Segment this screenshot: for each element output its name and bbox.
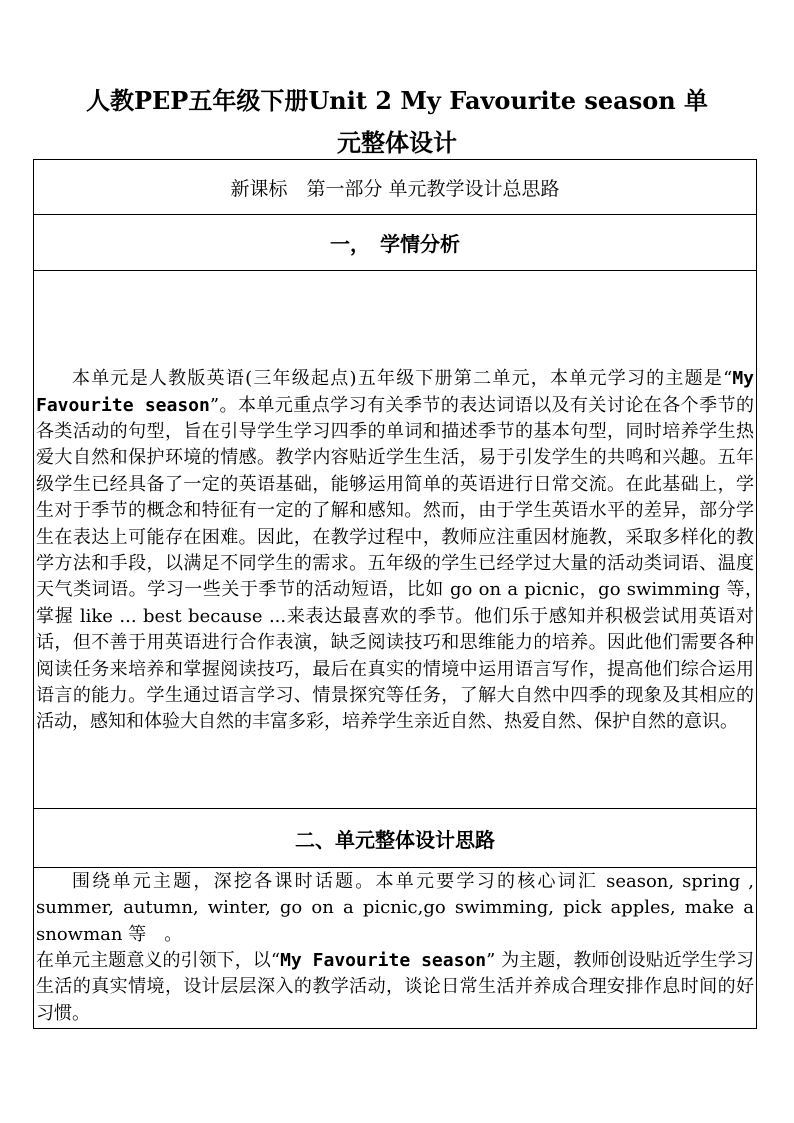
document-title [60,80,734,164]
title-line-2: 元整体设计 [337,128,457,157]
section1-unit-title: My Favourite season [36,368,754,416]
section1-body-cell [34,271,772,809]
section2-heading: 二、单元整体设计思路 [34,809,757,868]
section2-text-a: 在单元主题意义的引领下，以“ [36,950,281,971]
section1-text-a: 本单元是人教版英语(三年级起点)五年级下册第二单元，本单元学习的主题是“ [72,368,733,390]
section2-unit-title: My Favourite season [280,950,487,971]
unit-design-table [33,159,772,1029]
section1-paragraph [34,366,772,736]
title-line-1: 人教PEP五年级下册Unit 2 My Favourite season 单 [85,86,709,115]
section1-heading: 一， 学情分析 [34,215,757,271]
table-header-cell: 新课标 第一部分 单元教学设计总思路 [34,160,757,215]
section2-body-cell [34,868,757,1029]
section1-text-b: ”。本单元重点学习有关季节的表达词语以及有关讨论在各个季节的各类活动的句型，旨在引导学生学习四季的单词和描述季节的基本句型，同时培养学生热爱大自然和保护环境的情感。教学内容贴近学生生活，易于引发学生的共鸣和兴趣。五年级学生已经具备了一定的英语基础，能够运用简单的英语进行日常交流。在此基础上，学生对于季节的概念和特征有一定的了解和感知。然而，由于学生英语水平的差异，部分学生在表达上可能存在困难。因此，在教学过程中，教师应注重因材施教，采取多样化的教学方法和手段，以满足不同学生的需求。五年级的学生已经学过大量的活动类词语、温度天气类词语。学习一些关于季节的活动短语，比如 go on a picnic，go swimming 等， 掌握 like ... best because ...来表达最喜欢的季节。他们乐于感知并积极尝试用英语对话，但不善于用英语进行合作表演，缺乏阅读技巧和思维能力的培养。因此他们需要各种阅读任务来培养和掌握阅读技巧，最后在真实的情境中运用语言写作，提高他们综合运用语言的能力。学生通过语言学习、情景探究等任务，了解大自然中四季的现象及其相应的活动，感知和体验大自然的丰富多彩，培养学生亲近自然、热爱自然、保护自然的意识。 [36,394,772,733]
section2-text-b: ” 为主题，教师创设贴近学生学习生活的真实情境，设计层层深入的教学活动，谈论日常生活并养成合理安排作息时间的好习惯。 [36,950,754,1024]
section2-paragraph-2 [34,948,756,1027]
section2-paragraph-1: 围绕单元主题，深挖各课时话题。本单元要学习的核心词汇 season, spring , summer, autumn, winter, go on a picnic,go swimming, pick apples, make a snowman 等 。 [36,870,754,945]
